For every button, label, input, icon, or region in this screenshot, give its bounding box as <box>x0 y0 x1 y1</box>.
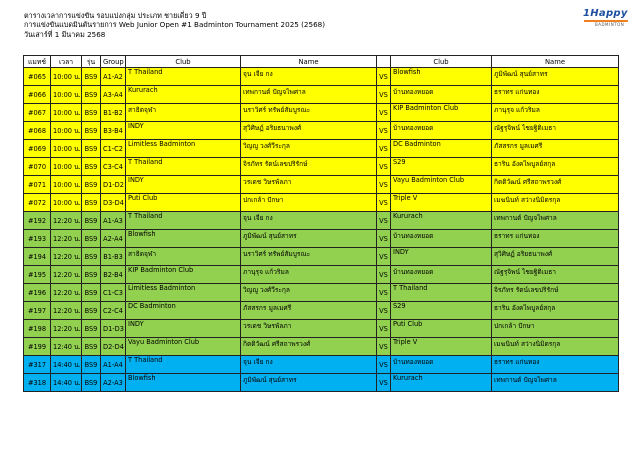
match-number: #198 <box>24 320 51 338</box>
match-time: 12:20 น. <box>51 212 82 230</box>
col-header-name-2: Name <box>492 56 619 68</box>
match-division: BS9 <box>82 230 101 248</box>
col-header-club-2: Club <box>391 56 492 68</box>
match-time: 12:20 น. <box>51 302 82 320</box>
document-header <box>24 11 584 39</box>
match-division: BS9 <box>82 68 101 86</box>
match-number: #069 <box>24 140 51 158</box>
match-division: BS9 <box>82 158 101 176</box>
player-1-name: นราวิศร์ ทรัพย์สัมบูรณะ <box>241 104 377 122</box>
player-1-name: นราวิศร์ ทรัพย์สัมบูรณะ <box>241 248 377 266</box>
match-number: #070 <box>24 158 51 176</box>
match-number: #317 <box>24 356 51 374</box>
player-2-club: Blowfish <box>391 68 492 86</box>
player-1-name: ภูมิพัฒน์ สุนย์สาทร <box>241 230 377 248</box>
match-row <box>24 356 619 374</box>
match-time: 10:00 น. <box>51 158 82 176</box>
match-row <box>24 140 619 158</box>
player-1-name: จิรภัทร รัตน์เลขปริรักษ์ <box>241 158 377 176</box>
player-2-name: ภานุรุจ แก้วริมล <box>492 104 619 122</box>
player-2-name: ธาริน อังคไพบูลย์สกุล <box>492 302 619 320</box>
match-row <box>24 176 619 194</box>
match-row <box>24 194 619 212</box>
match-group: C1-C3 <box>101 284 126 302</box>
player-2-name: จิรภัทร รัตน์เลขปริรักษ์ <box>492 284 619 302</box>
player-1-club: INDY <box>126 320 241 338</box>
match-division: BS9 <box>82 122 101 140</box>
match-time: 12:20 น. <box>51 248 82 266</box>
match-division: BS9 <box>82 176 101 194</box>
match-row <box>24 284 619 302</box>
player-2-club: บ้านทองหยอด <box>391 356 492 374</box>
match-group: D1-D2 <box>101 176 126 194</box>
player-1-club: T Thailand <box>126 68 241 86</box>
match-row <box>24 266 619 284</box>
player-2-name: ณัฐรุจิพน์ ไชยฐิติเมธา <box>492 266 619 284</box>
match-number: #067 <box>24 104 51 122</box>
match-row <box>24 248 619 266</box>
match-row <box>24 158 619 176</box>
player-1-name: วิญญู วงศ์วีระกุล <box>241 284 377 302</box>
vs-label: VS <box>377 230 391 248</box>
match-time: 10:00 น. <box>51 140 82 158</box>
player-1-name: จุน เจีย กง <box>241 356 377 374</box>
match-group: B1-B3 <box>101 248 126 266</box>
match-time: 12:40 น. <box>51 338 82 356</box>
player-2-club: Puti Club <box>391 320 492 338</box>
player-1-name: จุน เจีย กง <box>241 212 377 230</box>
vs-label: VS <box>377 140 391 158</box>
event-date: วันเสาร์ที่ 1 มีนาคม 2568 <box>24 29 106 39</box>
player-2-name: ธาริน อังคไพบูลย์สกุล <box>492 158 619 176</box>
col-header-time: เวลา <box>51 56 82 68</box>
match-row <box>24 302 619 320</box>
player-1-club: Blowfish <box>126 374 241 392</box>
player-2-club: S29 <box>391 158 492 176</box>
match-division: BS9 <box>82 194 101 212</box>
player-1-club: Limitless Badminton <box>126 140 241 158</box>
match-division: BS9 <box>82 338 101 356</box>
vs-label: VS <box>377 374 391 392</box>
logo-wordmark: 1Happy <box>583 8 628 19</box>
logo-subtext: BADMINTON <box>595 22 625 27</box>
player-1-name: วรเดช วิษรพัลภา <box>241 320 377 338</box>
match-row <box>24 86 619 104</box>
tournament-title: การแข่งขันแบดมินตันรายการ Web Junior Open #1 Badminton Tournament 2025 (2568) <box>24 20 326 30</box>
player-1-club: T Thailand <box>126 212 241 230</box>
player-2-club: INDY <box>391 248 492 266</box>
player-1-club: Kururach <box>126 86 241 104</box>
player-2-name: เมฆนินท์ สว่างนิมิตรกุล <box>492 194 619 212</box>
match-row <box>24 230 619 248</box>
player-1-name: วิญญู วงศ์วีระกุล <box>241 140 377 158</box>
player-1-name: จุน เจีย กง <box>241 68 377 86</box>
player-2-club: Triple V <box>391 194 492 212</box>
player-2-club: T Thailand <box>391 284 492 302</box>
match-schedule-table <box>23 55 619 392</box>
match-time: 14:40 น. <box>51 374 82 392</box>
match-number: #065 <box>24 68 51 86</box>
player-2-club: KIP Badminton Club <box>391 104 492 122</box>
player-1-name: เทพกานต์ ปัญจไพศาล <box>241 86 377 104</box>
match-group: C1-C2 <box>101 140 126 158</box>
brand-logo <box>572 5 630 31</box>
match-row <box>24 320 619 338</box>
player-2-club: Vayu Badminton Club <box>391 176 492 194</box>
vs-label: VS <box>377 266 391 284</box>
vs-label: VS <box>377 356 391 374</box>
player-1-club: Vayu Badminton Club <box>126 338 241 356</box>
player-2-name: ธราทร แก่นทอง <box>492 356 619 374</box>
match-number: #195 <box>24 266 51 284</box>
vs-label: VS <box>377 338 391 356</box>
match-division: BS9 <box>82 284 101 302</box>
vs-label: VS <box>377 86 391 104</box>
player-1-club: Puti Club <box>126 194 241 212</box>
match-group: A2-A3 <box>101 374 126 392</box>
match-time: 10:00 น. <box>51 86 82 104</box>
player-1-name: ภูมิพัฒน์ สุนย์สาทร <box>241 374 377 392</box>
match-number: #072 <box>24 194 51 212</box>
vs-label: VS <box>377 212 391 230</box>
match-time: 14:40 น. <box>51 356 82 374</box>
vs-label: VS <box>377 194 391 212</box>
player-1-club: T Thailand <box>126 356 241 374</box>
match-time: 10:00 น. <box>51 122 82 140</box>
match-number: #318 <box>24 374 51 392</box>
player-1-name: ภานุรุจ แก้วริมล <box>241 266 377 284</box>
match-group: B1-B2 <box>101 104 126 122</box>
match-number: #194 <box>24 248 51 266</box>
player-2-club: บ้านทองหยอด <box>391 86 492 104</box>
match-row <box>24 338 619 356</box>
player-2-club: Kururach <box>391 212 492 230</box>
player-1-club: T Thailand <box>126 158 241 176</box>
vs-label: VS <box>377 320 391 338</box>
match-number: #071 <box>24 176 51 194</box>
player-1-club: Blowfish <box>126 230 241 248</box>
match-number: #193 <box>24 230 51 248</box>
player-1-name: วรเดช วิษรพัลภา <box>241 176 377 194</box>
player-2-club: Kururach <box>391 374 492 392</box>
match-group: A1-A3 <box>101 212 126 230</box>
match-division: BS9 <box>82 374 101 392</box>
col-header-division: รุ่น <box>82 56 101 68</box>
vs-label: VS <box>377 302 391 320</box>
schedule-title: ตารางเวลาการแข่งขัน รอบแบ่งกลุ่ม ประเภท ชายเดี่ยว 9 ปี <box>24 11 207 20</box>
match-division: BS9 <box>82 212 101 230</box>
match-group: C2-C4 <box>101 302 126 320</box>
player-2-name: ภูมิพัฒน์ สุนย์สาทร <box>492 68 619 86</box>
match-time: 12:20 น. <box>51 266 82 284</box>
match-row <box>24 104 619 122</box>
player-2-name: เทพกานต์ ปัญจไพศาล <box>492 212 619 230</box>
match-row <box>24 212 619 230</box>
match-rows <box>24 68 619 392</box>
player-1-club: KIP Badminton Club <box>126 266 241 284</box>
player-1-club: สาธิตจุฬา <box>126 104 241 122</box>
match-row <box>24 68 619 86</box>
match-division: BS9 <box>82 86 101 104</box>
match-division: BS9 <box>82 104 101 122</box>
player-2-name: ณัฐรุจิพน์ ไชยฐิติเมธา <box>492 122 619 140</box>
match-time: 12:20 น. <box>51 284 82 302</box>
col-header-group: Group <box>101 56 126 68</box>
match-time: 10:00 น. <box>51 104 82 122</box>
match-group: A1-A4 <box>101 356 126 374</box>
match-group: D1-D3 <box>101 320 126 338</box>
match-division: BS9 <box>82 140 101 158</box>
table-header-row <box>24 56 619 68</box>
match-number: #199 <box>24 338 51 356</box>
player-1-club: INDY <box>126 122 241 140</box>
col-header-name-1: Name <box>241 56 377 68</box>
player-2-club: Triple V <box>391 338 492 356</box>
match-time: 10:00 น. <box>51 176 82 194</box>
vs-label: VS <box>377 176 391 194</box>
match-time: 12:20 น. <box>51 320 82 338</box>
player-2-club: บ้านทองหยอด <box>391 122 492 140</box>
vs-label: VS <box>377 104 391 122</box>
match-division: BS9 <box>82 320 101 338</box>
player-2-name: เมฆนินท์ สว่างนิมิตรกุล <box>492 338 619 356</box>
player-1-club: สาธิตจุฬา <box>126 248 241 266</box>
match-group: A3-A4 <box>101 86 126 104</box>
player-2-name: กิตติวัฒน์ ศรีสถาพรวงศ์ <box>492 176 619 194</box>
player-1-name: สุวิศิษฏ์ อริยธนาพงศ์ <box>241 122 377 140</box>
match-number: #192 <box>24 212 51 230</box>
vs-label: VS <box>377 122 391 140</box>
vs-label: VS <box>377 248 391 266</box>
vs-label: VS <box>377 68 391 86</box>
player-2-name: ปกเกล้า ปักษา <box>492 320 619 338</box>
match-group: D2-D4 <box>101 338 126 356</box>
match-group: B3-B4 <box>101 122 126 140</box>
match-time: 10:00 น. <box>51 68 82 86</box>
player-2-name: สุวิศิษฏ์ อริยธนาพงศ์ <box>492 248 619 266</box>
match-group: B2-B4 <box>101 266 126 284</box>
match-time: 12:20 น. <box>51 230 82 248</box>
player-1-name: กิตติวัฒน์ ศรีสถาพรวงศ์ <box>241 338 377 356</box>
player-2-name: ธราทร แก่นทอง <box>492 86 619 104</box>
match-division: BS9 <box>82 356 101 374</box>
match-number: #197 <box>24 302 51 320</box>
match-group: C3-C4 <box>101 158 126 176</box>
player-1-name: ปกเกล้า ปักษา <box>241 194 377 212</box>
col-header-club-1: Club <box>126 56 241 68</box>
match-number: #196 <box>24 284 51 302</box>
player-1-club: INDY <box>126 176 241 194</box>
match-division: BS9 <box>82 302 101 320</box>
vs-label: VS <box>377 284 391 302</box>
player-2-club: บ้านทองหยอด <box>391 230 492 248</box>
player-1-name: ภัสสรกร มูลเมศรี <box>241 302 377 320</box>
match-group: A1-A2 <box>101 68 126 86</box>
player-2-club: S29 <box>391 302 492 320</box>
player-1-club: Limitless Badminton <box>126 284 241 302</box>
match-time: 10:00 น. <box>51 194 82 212</box>
vs-label: VS <box>377 158 391 176</box>
player-2-name: ภัสสรกร มูลเมศรี <box>492 140 619 158</box>
match-division: BS9 <box>82 266 101 284</box>
player-2-name: ธราทร แก่นทอง <box>492 230 619 248</box>
player-2-club: บ้านทองหยอด <box>391 266 492 284</box>
player-2-club: DC Badminton <box>391 140 492 158</box>
col-header-match: แมทช์ <box>24 56 51 68</box>
col-header-vs <box>377 56 391 68</box>
player-1-club: DC Badminton <box>126 302 241 320</box>
match-row <box>24 122 619 140</box>
match-number: #068 <box>24 122 51 140</box>
match-group: A2-A4 <box>101 230 126 248</box>
match-number: #066 <box>24 86 51 104</box>
match-division: BS9 <box>82 248 101 266</box>
player-2-name: เทพกานต์ ปัญจไพศาล <box>492 374 619 392</box>
match-group: D3-D4 <box>101 194 126 212</box>
match-row <box>24 374 619 392</box>
